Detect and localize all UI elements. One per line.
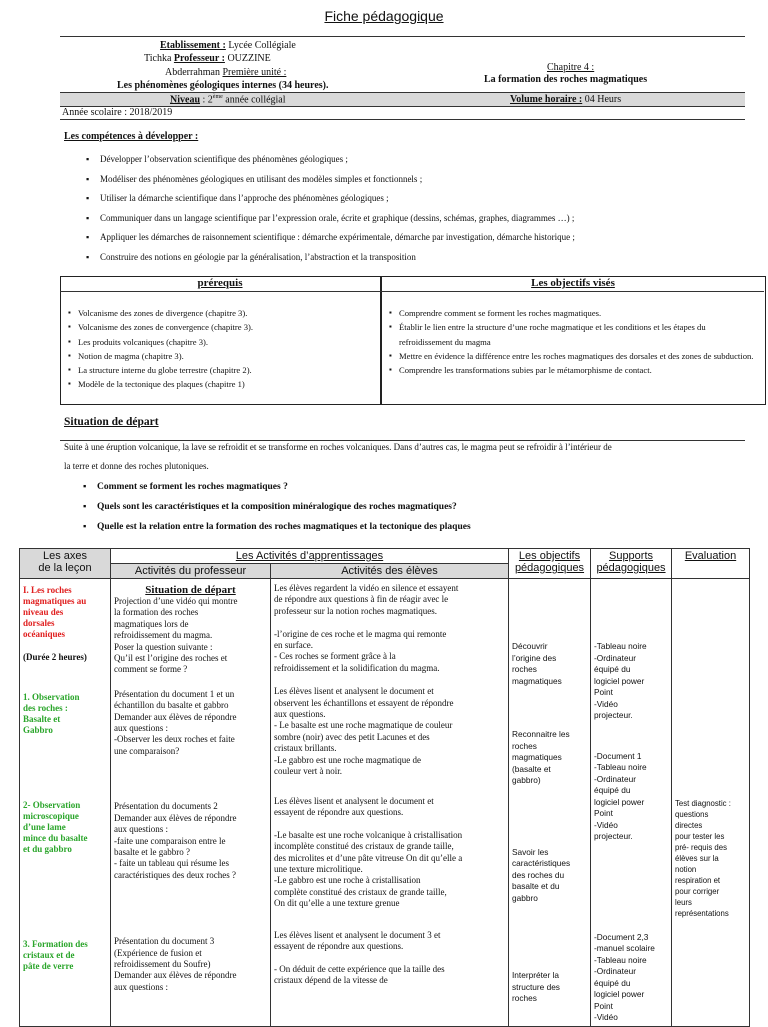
objectif-2: Reconnaitre les roches magmatiques (basalte et gabbro) xyxy=(512,729,570,785)
header-supports: Supports pédagogiques xyxy=(591,549,672,579)
evaluation-text: Test diagnostic : questions directes pour tester les pré- requis des élèves sur la notion respiration et pour corriger leurs représentations xyxy=(675,799,731,918)
header-prof: Activités du professeur xyxy=(111,564,271,579)
list-item: ▪ Comprendre les transformations subies par le métamorphisme de contact. xyxy=(389,363,754,377)
competences-heading: Les compétences à développer : xyxy=(64,131,199,142)
header-eleves: Activités des élèves xyxy=(271,564,509,579)
volume-horaire: Volume horaire : 04 Heurs xyxy=(510,94,622,105)
objectif-1: Découvrir l’origine des roches magmatiques xyxy=(512,641,562,686)
axis-1-duree: (Durée 2 heures) xyxy=(23,652,87,662)
support-3: -Document 2,3 -manuel scolaire -Tableau noire -Ordinateur équipé du logiciel power Point -Vidéo xyxy=(594,931,655,1022)
competences-list xyxy=(100,150,575,267)
etablissement: Etablissement : Lycée Collégiale xyxy=(160,40,296,51)
eleves-activity-3: Les élèves lisent et analysent le document et essayent de répondre aux questions. -Le basalte est une roche volcanique à cristallisation incomplète constitué des cristaux de grande taille, des microlites et d’une pâte vitreuse On dit qu’elle a une texture microlitique. -Le gabbro est une roche à cristallisation complète constitué des cristaux de grande taille, On dit qu’elle a une texture grenue xyxy=(274,795,463,909)
unite-title: Les phénomènes géologiques internes (34 heures). xyxy=(117,80,329,91)
prof-situation-title: Situation de départ xyxy=(145,584,236,596)
list-item: ▪ Volcanisme des zones de convergence (chapitre 3). xyxy=(68,320,373,334)
axis-3: 2- Observation microscopique d’une lame mince du basalte et du gabbro xyxy=(23,800,88,854)
eleves-activity-1: Les élèves regardent la vidéo en silence et essayent de répondre aux questions à fin de réagir avec le professeur sur la notion roches magmatiques. -l’origine de ces roche et le magma qui remonte en surface. - Ces roches se forment grâce à la refroidissement et la solidification du magma. xyxy=(274,583,459,673)
chapitre-title: La formation des roches magmatiques xyxy=(484,74,648,85)
situation-questions xyxy=(97,477,471,537)
header-bottom-rule xyxy=(60,119,745,120)
situation-text-line2: la terre et donne des roches plutoniques. xyxy=(64,461,209,471)
objectif-4: Interpréter la structure des roches xyxy=(512,970,560,1003)
professeur: Tichka Professeur : OUZZINE xyxy=(144,53,271,64)
eleves-activity-2: Les élèves lisent et analysent le document et observent les échantillons et essayent de répondre aux questions. - Le basalte est une roche magmatique de couleur sombre (noir) avec des petit Lacunes et des cristaux brillants. -Le gabbro est une roche magmatique de couleur vert à noir. xyxy=(274,686,454,777)
annee-scolaire: Année scolaire : 2018/2019 xyxy=(62,107,173,118)
question-item: ▪ Comment se forment les roches magmatiques ? xyxy=(97,477,471,497)
axes-cell xyxy=(20,579,111,1027)
list-item: ▪ Comprendre comment se forment les roches magmatiques. xyxy=(389,306,754,320)
page-title: Fiche pédagogique xyxy=(324,8,444,24)
question-item: ▪ Quelle est la relation entre la formation des roches magmatiques et la tectonique des plaques xyxy=(97,517,471,537)
prof-activity-3: Présentation du documents 2 Demander aux élèves de répondre aux questions : -faite une comparaison entre le basalte et le gabbro ? - faite un tableau qui résume les caractéristiques des deux roches ? xyxy=(114,801,237,880)
prof-cell xyxy=(111,579,271,1027)
list-item: ▪ Mettre en évidence la différence entre les roches magmatiques des dorsales et des zones de subduction. xyxy=(389,349,754,363)
axis-1: I. Les roches magmatiques au niveau des dorsales océaniques xyxy=(23,585,87,639)
axis-4: 3. Formation des cristaux et de pâte de verre xyxy=(23,939,88,971)
niveau: Niveau : 2ème année collégial xyxy=(170,94,286,106)
chapitre-label: Chapitre 4 : xyxy=(547,62,595,73)
premiere-unite: Abderrahman Première unité : xyxy=(165,67,287,78)
situation-rule xyxy=(60,440,745,441)
objectifs-cell xyxy=(509,579,591,1027)
situation-heading: Situation de départ xyxy=(64,416,159,428)
prof-activity-4: Présentation du document 3 (Expérience de fusion et refroidissement du Soufre) Demander aux élèves de répondre aux questions : xyxy=(114,936,237,992)
list-item: ▪ Construire des notions en géologie par la généralisation, l’abstraction et la transposition xyxy=(100,248,575,268)
activities-table xyxy=(19,548,750,1027)
objectifs-heading: Les objectifs visés xyxy=(531,277,615,289)
list-item: ▪ La structure interne du globe terrestre (chapitre 2). xyxy=(68,363,373,377)
header-axes: Les axes de la leçon xyxy=(20,549,111,579)
list-item: ▪ Volcanisme des zones de divergence (chapitre 3). xyxy=(68,306,373,320)
support-2: -Document 1 -Tableau noire -Ordinateur équipé du logiciel power Point -Vidéo projecteur. xyxy=(594,750,647,841)
support-1: -Tableau noire -Ordinateur équipé du logiciel power Point -Vidéo projecteur. xyxy=(594,641,647,720)
prof-activity-2: Présentation du document 1 et un échantillon du basalte et gabbro Demander aux élèves de répondre aux questions : -Observer les deux roches et faite une comparaison? xyxy=(114,688,237,756)
list-item: ▪ Établir le lien entre la structure d’une roche magmatique et les conditions et les étapes du refroidissement du magma xyxy=(389,320,754,349)
header-evaluation: Evaluation xyxy=(672,549,750,579)
list-item: ▪ Les produits volcaniques (chapitre 3). xyxy=(68,335,373,349)
eleves-activity-4: Les élèves lisent et analysent le document 3 et essayent de répondre aux questions. - On déduit de cette expérience que la taille des cristaux dépend de la vitesse de xyxy=(274,929,445,986)
list-item: ▪ Utiliser la démarche scientifique dans l’approche des phénomènes géologiques ; xyxy=(100,189,575,209)
prerequis-list xyxy=(68,306,373,392)
evaluation-cell xyxy=(672,579,750,1027)
niveau-bar xyxy=(60,93,745,106)
list-item: ▪ Appliquer les démarches de raisonnement scientifique : démarche expérimentale, démarche par investigation, démarche historique ; xyxy=(100,228,575,248)
situation-text-line1: Suite à une éruption volcanique, la lave se refroidit et se transforme en roches volcaniques. Dans d’autres cas, le magma peut se refroidir à l’intérieur de xyxy=(64,442,612,452)
list-item: ▪ Modéliser des phénomènes géologiques en utilisant des modèles simples et fonctionnels ; xyxy=(100,170,575,190)
header-objectifs: Les objectifs pédagogiques xyxy=(509,549,591,579)
list-item: ▪ Modèle de la tectonique des plaques (chapitre 1) xyxy=(68,377,373,391)
prof-activity-1: Projection d’une vidéo qui montre la formation des roches magmatiques lors de refroidissement du magma. Poser la question suivante : Qu’il est l’origine des roches et comment se forme ? xyxy=(114,596,238,675)
prerequis-heading: prérequis xyxy=(197,277,243,289)
eleves-cell xyxy=(271,579,509,1027)
list-item: ▪ Notion de magma (chapitre 3). xyxy=(68,349,373,363)
list-item: ▪ Développer l’observation scientifique des phénomènes géologiques ; xyxy=(100,150,575,170)
header-top-rule xyxy=(60,36,745,37)
objectifs-list xyxy=(389,306,754,377)
supports-cell xyxy=(591,579,672,1027)
box-header-rule xyxy=(60,291,764,292)
list-item: ▪ Communiquer dans un langage scientifique par l’expression orale, écrite et graphique (dessins, schémas, graphes, diagrammes …) ; xyxy=(100,209,575,229)
axis-2: 1. Observation des roches : Basalte et Gabbro xyxy=(23,692,80,735)
header-activites: Les Activités d’apprentissages xyxy=(111,549,509,564)
objectif-3: Savoir les caractéristiques des roches du basalte et du gabbro xyxy=(512,846,571,903)
question-item: ▪ Quels sont les caractéristiques et la composition minéralogique des roches magmatiques? xyxy=(97,497,471,517)
